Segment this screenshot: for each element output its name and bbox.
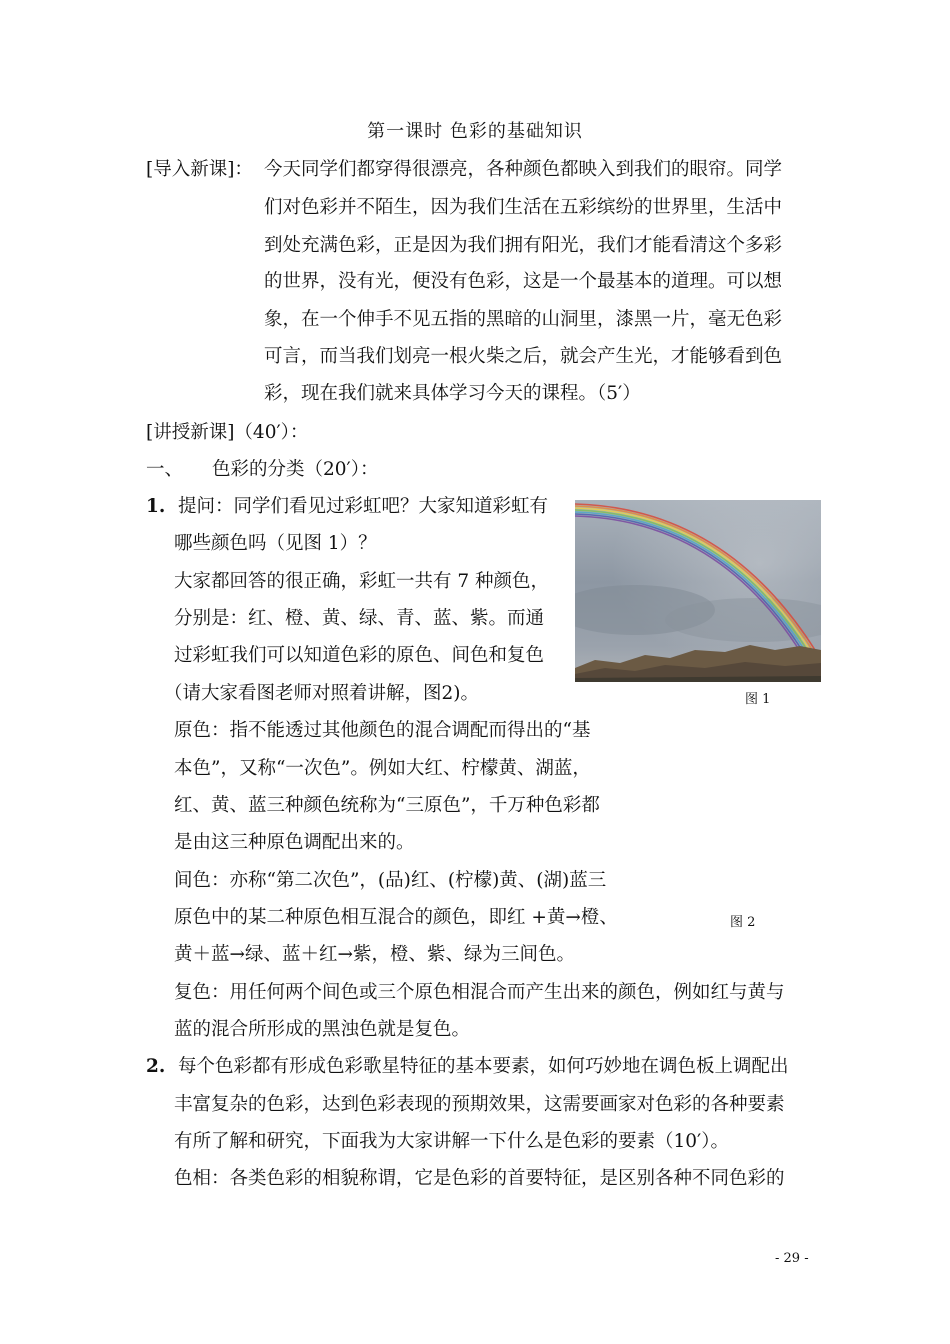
page-number: - 29 - [775, 1251, 809, 1266]
intro-line: 可言，而当我们划亮一根火柴之后，就会产生光，才能够看到色 [264, 346, 783, 367]
figure-1-caption: 图 1 [745, 692, 771, 707]
item1-line: 原色中的某二种原色相互混合的颜色，即红 +黄→橙、 [174, 907, 618, 928]
item-number: 2. [146, 1056, 166, 1077]
page-title: 第一课时 色彩的基础知识 [367, 121, 583, 142]
item2-line: 色相：各类色彩的相貌称谓，它是色彩的首要特征，是区别各种不同色彩的 [174, 1168, 785, 1189]
lecture-heading: [讲授新课]（40′）： [146, 422, 309, 443]
section-title: 色彩的分类（20′）： [212, 459, 379, 480]
item1-line: 原色：指不能透过其他颜色的混合调配而得出的“基 [174, 720, 591, 741]
item1-line: 大家都回答的很正确，彩虹一共有 7 种颜色， [174, 571, 550, 592]
intro-line: 今天同学们都穿得很漂亮，各种颜色都映入到我们的眼帘。同学 [264, 159, 783, 180]
item1-line: 本色”，又称“一次色”。例如大红、柠檬黄、湖蓝， [174, 758, 591, 779]
item1-line: （请大家看图老师对照着讲解，图2)。 [164, 683, 479, 704]
item2-line: 有所了解和研究，下面我为大家讲解一下什么是色彩的要素（10′）。 [174, 1131, 729, 1152]
rainbow-photo [575, 500, 821, 682]
intro-line: 们对色彩并不陌生，因为我们生活在五彩缤纷的世界里，生活中 [264, 197, 783, 218]
item1-line: 分别是：红、橙、黄、绿、青、蓝、紫。而通 [174, 608, 545, 629]
intro-label: [导入新课]： [146, 159, 253, 180]
item1-line: 间色：亦称“第二次色”，(品)红、(柠檬)黄、(湖)蓝三 [174, 870, 607, 891]
item2-line: 丰富复杂的色彩，达到色彩表现的预期效果，这需要画家对色彩的各种要素 [174, 1094, 785, 1115]
item1-line: 蓝的混合所形成的黑浊色就是复色。 [174, 1019, 471, 1040]
item1-line: 提问：同学们看见过彩虹吧？大家知道彩虹有 [178, 496, 549, 517]
intro-line: 象，在一个伸手不见五指的黑暗的山洞里，漆黑一片，毫无色彩 [264, 309, 783, 330]
item2-line: 每个色彩都有形成色彩歌星特征的基本要素，如何巧妙地在调色板上调配出 [178, 1056, 789, 1077]
item1-line: 黄＋蓝→绿、蓝＋红→紫，橙、紫、绿为三间色。 [174, 944, 576, 965]
section-number: 一、 [146, 459, 184, 480]
item-number: 1. [146, 496, 166, 517]
intro-line: 到处充满色彩，正是因为我们拥有阳光，我们才能看清这个多彩 [264, 235, 783, 256]
figure-2-caption: 图 2 [730, 915, 756, 930]
intro-line: 彩，现在我们就来具体学习今天的课程。（5′） [264, 383, 641, 404]
item1-line: 过彩虹我们可以知道色彩的原色、间色和复色 [174, 645, 545, 666]
item1-line: 红、黄、蓝三种颜色统称为“三原色”，千万种色彩都 [174, 795, 600, 816]
item1-line: 是由这三种原色调配出来的。 [174, 832, 415, 853]
intro-line: 的世界，没有光，便没有色彩，这是一个最基本的道理。可以想 [264, 271, 783, 292]
item1-line: 复色：用任何两个间色或三个原色相混合而产生出来的颜色，例如红与黄与 [174, 982, 785, 1003]
item1-line: 哪些颜色吗（见图 1）？ [174, 533, 377, 554]
